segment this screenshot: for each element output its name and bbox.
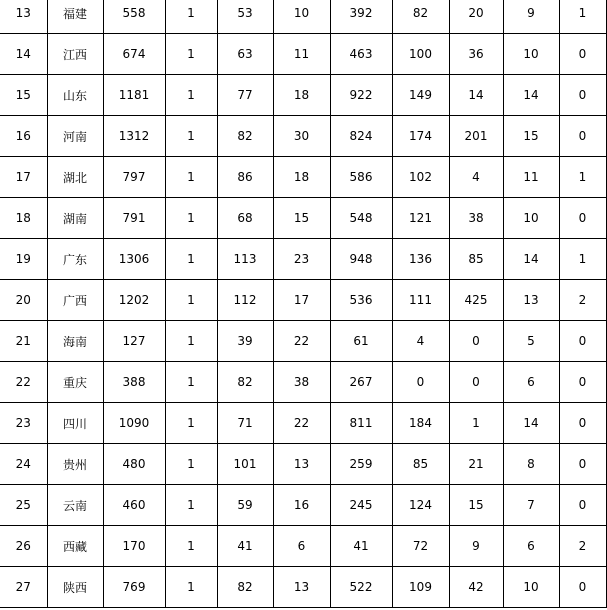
- value-cell-4: 15: [273, 198, 330, 239]
- value-cell-6: 124: [392, 485, 449, 526]
- value-cell-8: 5: [503, 321, 559, 362]
- value-cell-3: 77: [217, 75, 273, 116]
- value-cell-2: 1: [165, 0, 217, 34]
- value-cell-8: 13: [503, 280, 559, 321]
- value-cell-7: 42: [449, 567, 503, 608]
- value-cell-5: 245: [330, 485, 392, 526]
- value-cell-3: 63: [217, 34, 273, 75]
- row-number-cell: 26: [0, 526, 47, 567]
- value-cell-7: 20: [449, 0, 503, 34]
- row-number-cell: 19: [0, 239, 47, 280]
- province-name-cell: 贵州: [47, 444, 103, 485]
- row-number-cell: 22: [0, 362, 47, 403]
- value-cell-5: 824: [330, 116, 392, 157]
- table-row: [0, 403, 606, 444]
- value-cell-9: 1: [559, 157, 606, 198]
- value-cell-7: 21: [449, 444, 503, 485]
- row-number-cell: 23: [0, 403, 47, 444]
- row-number-cell: 20: [0, 280, 47, 321]
- value-cell-2: 1: [165, 403, 217, 444]
- value-cell-5: 948: [330, 239, 392, 280]
- table-row: [0, 280, 606, 321]
- value-cell-2: 1: [165, 198, 217, 239]
- value-cell-2: 1: [165, 75, 217, 116]
- table-row: [0, 239, 606, 280]
- value-cell-4: 23: [273, 239, 330, 280]
- value-cell-2: 1: [165, 567, 217, 608]
- value-cell-4: 38: [273, 362, 330, 403]
- row-number-cell: 21: [0, 321, 47, 362]
- value-cell-4: 11: [273, 34, 330, 75]
- value-cell-6: 174: [392, 116, 449, 157]
- value-cell-4: 10: [273, 0, 330, 34]
- value-cell-1: 388: [103, 362, 165, 403]
- value-cell-4: 18: [273, 157, 330, 198]
- value-cell-9: 0: [559, 485, 606, 526]
- value-cell-6: 82: [392, 0, 449, 34]
- value-cell-5: 548: [330, 198, 392, 239]
- value-cell-3: 41: [217, 526, 273, 567]
- value-cell-5: 522: [330, 567, 392, 608]
- value-cell-9: 0: [559, 116, 606, 157]
- value-cell-1: 1306: [103, 239, 165, 280]
- value-cell-6: 109: [392, 567, 449, 608]
- value-cell-6: 184: [392, 403, 449, 444]
- value-cell-1: 127: [103, 321, 165, 362]
- row-number-cell: 13: [0, 0, 47, 34]
- value-cell-2: 1: [165, 321, 217, 362]
- value-cell-2: 1: [165, 485, 217, 526]
- value-cell-5: 463: [330, 34, 392, 75]
- row-number-cell: 18: [0, 198, 47, 239]
- value-cell-5: 392: [330, 0, 392, 34]
- value-cell-6: 102: [392, 157, 449, 198]
- value-cell-2: 1: [165, 239, 217, 280]
- value-cell-1: 1202: [103, 280, 165, 321]
- value-cell-2: 1: [165, 157, 217, 198]
- row-number-cell: 14: [0, 34, 47, 75]
- province-name-cell: 湖南: [47, 198, 103, 239]
- value-cell-7: 1: [449, 403, 503, 444]
- value-cell-9: 2: [559, 526, 606, 567]
- value-cell-2: 1: [165, 444, 217, 485]
- province-name-cell: 西藏: [47, 526, 103, 567]
- table-row: [0, 321, 606, 362]
- value-cell-8: 8: [503, 444, 559, 485]
- value-cell-9: 2: [559, 280, 606, 321]
- value-cell-9: 0: [559, 75, 606, 116]
- value-cell-3: 82: [217, 362, 273, 403]
- value-cell-9: 1: [559, 0, 606, 34]
- table-row: [0, 34, 606, 75]
- value-cell-7: 201: [449, 116, 503, 157]
- province-name-cell: 广西: [47, 280, 103, 321]
- value-cell-7: 36: [449, 34, 503, 75]
- table-row: [0, 116, 606, 157]
- value-cell-3: 101: [217, 444, 273, 485]
- value-cell-1: 460: [103, 485, 165, 526]
- value-cell-3: 59: [217, 485, 273, 526]
- province-name-cell: 江西: [47, 34, 103, 75]
- province-name-cell: 海南: [47, 321, 103, 362]
- value-cell-4: 16: [273, 485, 330, 526]
- value-cell-5: 536: [330, 280, 392, 321]
- value-cell-8: 14: [503, 239, 559, 280]
- value-cell-3: 71: [217, 403, 273, 444]
- table-row: [0, 567, 606, 608]
- value-cell-8: 6: [503, 362, 559, 403]
- value-cell-7: 85: [449, 239, 503, 280]
- value-cell-9: 0: [559, 444, 606, 485]
- value-cell-9: 0: [559, 198, 606, 239]
- value-cell-1: 769: [103, 567, 165, 608]
- value-cell-5: 41: [330, 526, 392, 567]
- province-name-cell: 河南: [47, 116, 103, 157]
- value-cell-3: 86: [217, 157, 273, 198]
- row-number-cell: 15: [0, 75, 47, 116]
- value-cell-1: 674: [103, 34, 165, 75]
- value-cell-1: 170: [103, 526, 165, 567]
- value-cell-5: 267: [330, 362, 392, 403]
- value-cell-7: 425: [449, 280, 503, 321]
- value-cell-8: 6: [503, 526, 559, 567]
- value-cell-4: 22: [273, 403, 330, 444]
- table-row: [0, 526, 606, 567]
- value-cell-9: 0: [559, 362, 606, 403]
- value-cell-6: 100: [392, 34, 449, 75]
- value-cell-6: 72: [392, 526, 449, 567]
- value-cell-4: 17: [273, 280, 330, 321]
- value-cell-1: 480: [103, 444, 165, 485]
- value-cell-4: 30: [273, 116, 330, 157]
- value-cell-7: 0: [449, 362, 503, 403]
- value-cell-6: 136: [392, 239, 449, 280]
- value-cell-4: 13: [273, 444, 330, 485]
- value-cell-2: 1: [165, 526, 217, 567]
- value-cell-5: 922: [330, 75, 392, 116]
- value-cell-7: 0: [449, 321, 503, 362]
- table-row: [0, 485, 606, 526]
- value-cell-3: 82: [217, 116, 273, 157]
- table-row: [0, 0, 606, 34]
- value-cell-1: 1181: [103, 75, 165, 116]
- value-cell-3: 53: [217, 0, 273, 34]
- table-row: [0, 157, 606, 198]
- value-cell-2: 1: [165, 34, 217, 75]
- value-cell-4: 13: [273, 567, 330, 608]
- table-row: [0, 75, 606, 116]
- province-name-cell: 山东: [47, 75, 103, 116]
- value-cell-8: 14: [503, 75, 559, 116]
- value-cell-8: 11: [503, 157, 559, 198]
- table-row: [0, 444, 606, 485]
- value-cell-9: 1: [559, 239, 606, 280]
- province-name-cell: 湖北: [47, 157, 103, 198]
- value-cell-4: 6: [273, 526, 330, 567]
- province-name-cell: 陕西: [47, 567, 103, 608]
- value-cell-7: 14: [449, 75, 503, 116]
- value-cell-6: 4: [392, 321, 449, 362]
- value-cell-1: 1312: [103, 116, 165, 157]
- row-number-cell: 24: [0, 444, 47, 485]
- value-cell-7: 15: [449, 485, 503, 526]
- value-cell-3: 113: [217, 239, 273, 280]
- value-cell-8: 14: [503, 403, 559, 444]
- value-cell-3: 39: [217, 321, 273, 362]
- value-cell-5: 61: [330, 321, 392, 362]
- value-cell-2: 1: [165, 280, 217, 321]
- value-cell-3: 68: [217, 198, 273, 239]
- value-cell-8: 9: [503, 0, 559, 34]
- province-name-cell: 广东: [47, 239, 103, 280]
- row-number-cell: 16: [0, 116, 47, 157]
- row-number-cell: 27: [0, 567, 47, 608]
- value-cell-3: 82: [217, 567, 273, 608]
- value-cell-8: 10: [503, 198, 559, 239]
- value-cell-1: 558: [103, 0, 165, 34]
- value-cell-4: 22: [273, 321, 330, 362]
- province-name-cell: 福建: [47, 0, 103, 34]
- value-cell-9: 0: [559, 321, 606, 362]
- row-number-cell: 17: [0, 157, 47, 198]
- value-cell-9: 0: [559, 34, 606, 75]
- value-cell-5: 586: [330, 157, 392, 198]
- value-cell-2: 1: [165, 362, 217, 403]
- value-cell-6: 0: [392, 362, 449, 403]
- value-cell-6: 121: [392, 198, 449, 239]
- value-cell-5: 259: [330, 444, 392, 485]
- value-cell-8: 15: [503, 116, 559, 157]
- value-cell-6: 149: [392, 75, 449, 116]
- value-cell-6: 111: [392, 280, 449, 321]
- province-name-cell: 四川: [47, 403, 103, 444]
- value-cell-4: 18: [273, 75, 330, 116]
- value-cell-3: 112: [217, 280, 273, 321]
- province-name-cell: 云南: [47, 485, 103, 526]
- value-cell-6: 85: [392, 444, 449, 485]
- value-cell-7: 9: [449, 526, 503, 567]
- value-cell-8: 10: [503, 567, 559, 608]
- value-cell-9: 0: [559, 403, 606, 444]
- value-cell-1: 1090: [103, 403, 165, 444]
- value-cell-7: 4: [449, 157, 503, 198]
- value-cell-7: 38: [449, 198, 503, 239]
- value-cell-9: 0: [559, 567, 606, 608]
- table-row: [0, 362, 606, 403]
- value-cell-5: 811: [330, 403, 392, 444]
- value-cell-1: 797: [103, 157, 165, 198]
- province-name-cell: 重庆: [47, 362, 103, 403]
- value-cell-1: 791: [103, 198, 165, 239]
- value-cell-2: 1: [165, 116, 217, 157]
- table-row: [0, 198, 606, 239]
- value-cell-8: 10: [503, 34, 559, 75]
- value-cell-8: 7: [503, 485, 559, 526]
- row-number-cell: 25: [0, 485, 47, 526]
